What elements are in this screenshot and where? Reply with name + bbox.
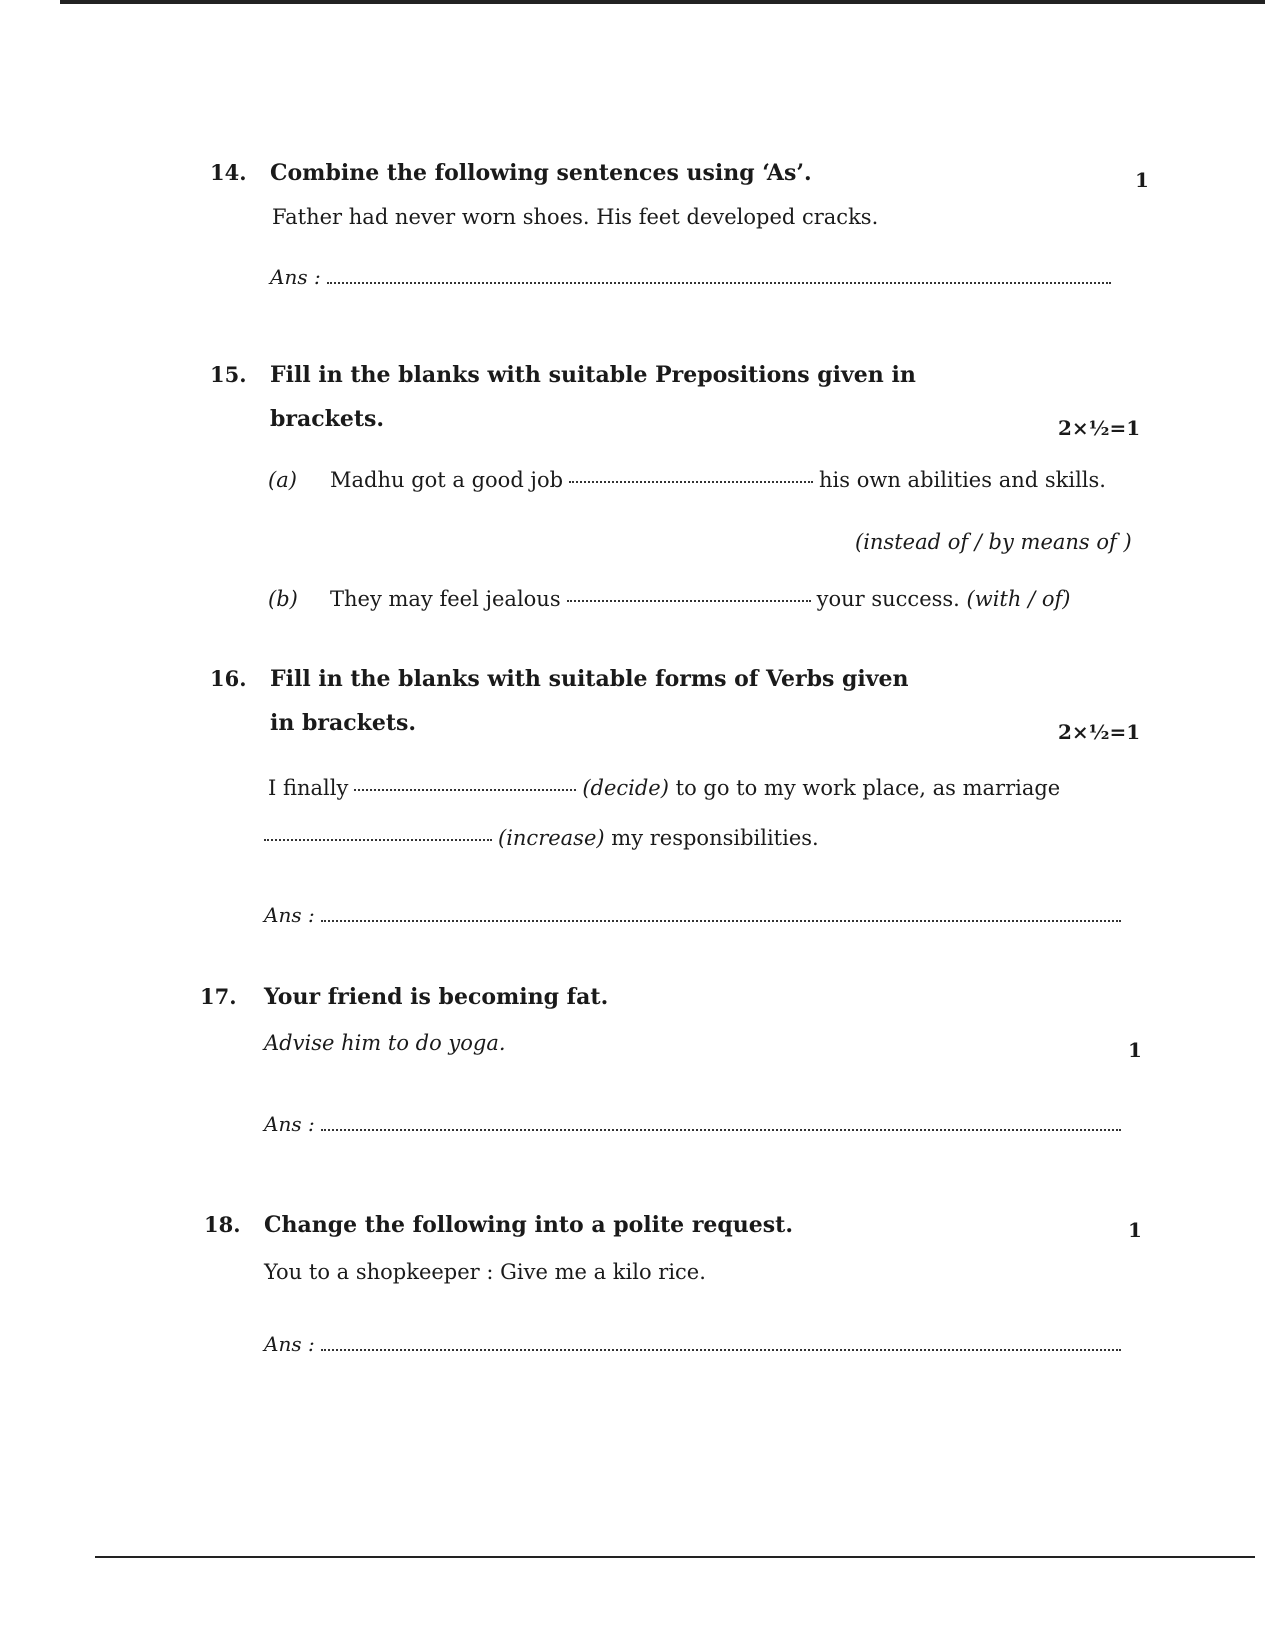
- question-title: Your friend is becoming fat.: [264, 984, 609, 1010]
- item-label: (a): [268, 468, 297, 492]
- sentence-line-2: [264, 826, 819, 850]
- sentence-line-1: [268, 776, 1060, 800]
- marks: 2×½=1: [1058, 416, 1141, 440]
- question-title-line2: brackets.: [270, 406, 385, 432]
- answer-label: Ans :: [270, 265, 321, 289]
- item-label: (b): [268, 587, 298, 611]
- answer-dots: [321, 1348, 1121, 1351]
- blank[interactable]: [569, 480, 813, 483]
- question-number: 15.: [210, 362, 247, 387]
- answer-line[interactable]: [270, 265, 1111, 289]
- answer-line[interactable]: [264, 903, 1121, 927]
- marks: 1: [1128, 1218, 1142, 1242]
- question-title: Combine the following sentences using ‘As’.: [270, 160, 812, 186]
- sentence-end: my responsibilities.: [611, 826, 819, 850]
- sentence-end: to go to my work place, as marriage: [675, 776, 1061, 800]
- item-text-after: his own abilities and skills.: [819, 468, 1106, 492]
- answer-dots: [321, 1128, 1121, 1131]
- item-text-after: your success.: [816, 587, 960, 611]
- item-text-before: Madhu got a good job: [330, 468, 564, 492]
- answer-label: Ans :: [264, 903, 315, 927]
- question-title-line1: Fill in the blanks with suitable Prepositions given in: [270, 362, 916, 388]
- question-title-line2: in brackets.: [270, 710, 417, 736]
- question-title: Change the following into a polite request.: [264, 1212, 793, 1238]
- top-rule: [60, 0, 1265, 4]
- item-text-before: They may feel jealous: [330, 587, 561, 611]
- options: (instead of / by means of ): [855, 530, 1132, 554]
- question-number: 18.: [204, 1212, 241, 1237]
- question-number: 17.: [200, 984, 237, 1009]
- bottom-rule: [95, 1556, 1255, 1558]
- answer-line[interactable]: [264, 1332, 1121, 1356]
- question-title-line1: Fill in the blanks with suitable forms of Verbs given: [270, 666, 909, 692]
- answer-dots: [321, 919, 1121, 922]
- sentence-start: I finally: [268, 776, 349, 800]
- marks: 1: [1135, 168, 1149, 192]
- item-b: [268, 587, 1070, 611]
- answer-line[interactable]: [264, 1112, 1121, 1136]
- options: (with / of): [966, 587, 1071, 611]
- marks: 2×½=1: [1058, 720, 1141, 744]
- blank[interactable]: [264, 838, 492, 841]
- answer-label: Ans :: [264, 1332, 315, 1356]
- answer-label: Ans :: [264, 1112, 315, 1136]
- question-text: You to a shopkeeper : Give me a kilo rice.: [264, 1260, 706, 1284]
- blank[interactable]: [354, 788, 576, 791]
- marks: 1: [1128, 1038, 1142, 1062]
- item-a: [268, 468, 1106, 492]
- answer-dots: [327, 281, 1111, 284]
- verb-hint: (increase): [498, 826, 605, 850]
- blank[interactable]: [567, 599, 811, 602]
- question-text: Advise him to do yoga.: [264, 1031, 506, 1055]
- question-text: Father had never worn shoes. His feet developed cracks.: [272, 205, 879, 229]
- question-number: 16.: [210, 666, 247, 691]
- question-number: 14.: [210, 160, 247, 185]
- verb-hint: (decide): [582, 776, 669, 800]
